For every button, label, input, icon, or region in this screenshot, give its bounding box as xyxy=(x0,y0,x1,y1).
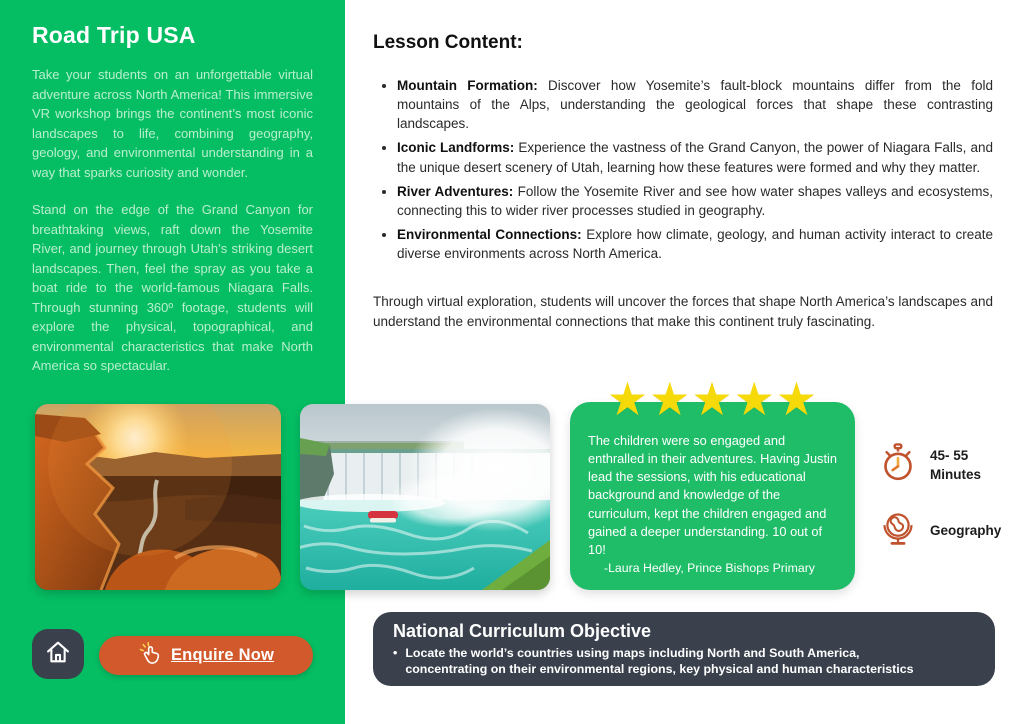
enquire-now-label: Enquire Now xyxy=(170,646,275,664)
bullet-text: Follow the Yosemite River and see how water shapes valleys and ecosystems, connecting this to wider river processes studied in geography. xyxy=(397,183,993,218)
subject-value: Geography xyxy=(930,523,1002,539)
lesson-bullet-river-adventures xyxy=(397,182,993,220)
duration-unit: Minutes xyxy=(930,466,982,482)
star-icon: ★ xyxy=(649,372,692,426)
click-hand-icon xyxy=(138,641,162,670)
bullet-title: Environmental Connections: xyxy=(397,227,582,243)
bullet-dot: • xyxy=(393,646,398,660)
page-title: Road Trip USA xyxy=(32,22,196,48)
curriculum-objective-text xyxy=(405,645,913,678)
lesson-bullet-mountain-formation xyxy=(397,76,993,133)
description-paragraph: Stand on the edge of the Grand Canyon for breathtaking views, raft down the Yosemite River, and journey through Utah’s striking desert landscapes. Then, feel the spray as you take a boat ride to the world-famous Niagara Falls. Through stunning 360º footage, students will explore the physical, topographical, and environmental characteristics that make North America so spectacular. xyxy=(32,202,313,373)
curriculum-objective-card xyxy=(373,612,995,686)
testimonial-quote: The children were so engaged and enthralled in their adventures. Having Justin lead the sessions, with his educational background and knowledge of the curriculum, kept the children engaged and gained a deeper understanding. 10 out of 10! xyxy=(588,433,837,557)
intro-paragraph: Take your students on an unforgettable virtual adventure across North America! This immersive VR workshop brings the continent’s most iconic landscapes to life, combining geography, geology, and environmental understanding in a way that sparks curiosity and wonder. xyxy=(32,67,313,180)
stopwatch-icon xyxy=(878,442,918,489)
lesson-bullet-iconic-landforms xyxy=(397,138,993,176)
bullet-title: Mountain Formation: xyxy=(397,78,538,93)
star-icon: ★ xyxy=(775,372,819,426)
lesson-closing-paragraph: Through virtual exploration, students will uncover the forces that shape North America’s landscapes and understand the environmental connections that make this continent truly fascinating. xyxy=(373,294,993,329)
curriculum-objective-line1: Locate the world’s countries using maps including North and South America, xyxy=(405,646,860,660)
star-icon: ★ xyxy=(691,372,734,426)
lesson-content-heading: Lesson Content: xyxy=(373,32,523,53)
grand-canyon-photo xyxy=(35,404,281,590)
star-icon: ★ xyxy=(606,372,650,426)
duration-value: 45- 55 xyxy=(930,448,969,464)
lesson-bullet-environmental-connections xyxy=(397,225,993,263)
bullet-title: Iconic Landforms: xyxy=(397,140,515,156)
bullet-title: River Adventures: xyxy=(397,183,514,199)
testimonial-card xyxy=(570,402,855,590)
five-star-rating xyxy=(570,372,855,426)
globe-icon xyxy=(878,508,918,555)
curriculum-objective-line2: concentrating on their environmental regions, key physical and human characteristics xyxy=(405,662,914,677)
bullet-text: Explore how climate, geology, and human activity interact to create diverse environments across North America. xyxy=(397,227,993,262)
enquire-now-button[interactable] xyxy=(99,636,313,675)
curriculum-title: National Curriculum Objective xyxy=(393,621,652,641)
duration-info xyxy=(878,442,981,489)
niagara-falls-photo xyxy=(300,404,550,590)
bullet-text: Experience the vastness of the Grand Canyon, the power of Niagara Falls, and the unique desert scenery of Utah, learning how these features were formed and why they matter. xyxy=(397,140,993,175)
home-icon xyxy=(44,638,72,671)
star-icon: ★ xyxy=(733,372,776,426)
lesson-bullet-list xyxy=(373,76,993,268)
subject-info xyxy=(878,508,1001,555)
testimonial-attribution: -Laura Hedley, Prince Bishops Primary xyxy=(604,561,815,576)
bullet-text: Discover how Yosemite’s fault-block mountains differ from the fold mountains of the Alps, understanding the geological forces that shape these contrasting landscapes. xyxy=(397,78,993,132)
sidebar xyxy=(0,0,345,724)
home-button[interactable] xyxy=(32,629,84,679)
